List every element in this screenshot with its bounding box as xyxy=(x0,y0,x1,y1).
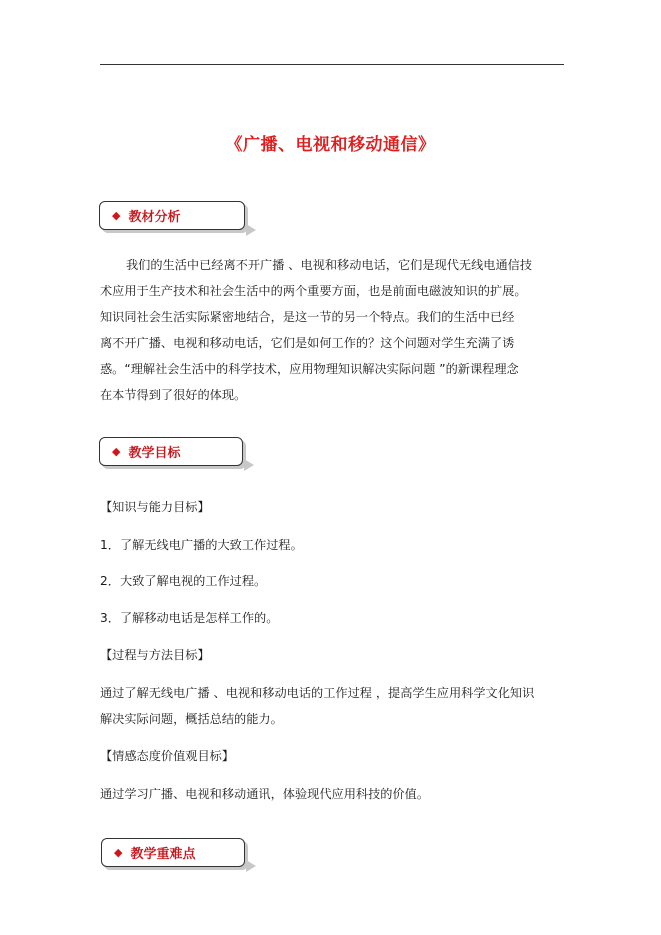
diamond-bullet-icon: ◆ xyxy=(112,445,121,458)
paragraph-line: 我们的生活中已经离不开广播 、电视和移动电话，它们是现代无线电通信技 xyxy=(126,258,533,272)
section-label: 教学目标 xyxy=(128,446,181,461)
section-label: 教材分析 xyxy=(128,210,181,225)
process-line: 解决实际问题，概括总结的能力。 xyxy=(100,712,283,726)
list-item: 3．了解移动电话是怎样工作的。 xyxy=(100,611,279,625)
paragraph-line: 知识同社会生活实际紧密地结合，是这一节的另一个特点。我们的生活中已经 xyxy=(100,310,515,324)
header-rule xyxy=(100,64,564,65)
section-header-analysis xyxy=(99,201,245,230)
paragraph-line: 离不开广播、电视和移动电话，它们是如何工作的？这个问题对学生充满了诱 xyxy=(100,336,515,350)
paragraph-line: 术应用于生产技术和社会生活中的两个重要方面，也是前面电磁波知识的扩展。 xyxy=(100,284,527,298)
section-tail-decoration xyxy=(246,224,256,236)
emotion-text: 通过学习广播、电视和移动通讯，体验现代应用科技的价值。 xyxy=(100,787,430,801)
list-item: 2．大致了解电视的工作过程。 xyxy=(100,574,267,588)
process-heading: 【过程与方法目标】 xyxy=(100,648,210,662)
process-line: 通过了解无线电广播 、电视和移动电话的工作过程 ，提高学生应用科学文化知识 xyxy=(100,686,535,700)
emotion-heading: 【情感态度价值观目标】 xyxy=(100,749,235,763)
section-label: 教学重难点 xyxy=(130,847,196,862)
list-item: 1．了解无线电广播的大致工作过程。 xyxy=(100,538,303,552)
analysis-paragraph xyxy=(100,252,570,408)
diamond-bullet-icon: ◆ xyxy=(112,209,121,222)
section-tail-decoration xyxy=(246,860,256,872)
knowledge-heading: 【知识与能力目标】 xyxy=(100,500,210,514)
document-title: 《广播、电视和移动通信》 xyxy=(225,135,436,155)
diamond-bullet-icon: ◆ xyxy=(114,846,123,859)
section-header-key-points xyxy=(101,838,245,867)
section-tail-decoration xyxy=(244,459,254,471)
paragraph-line: 惑。“理解社会生活中的科学技术，应用物理知识解决实际问题 ”的新课程理念 xyxy=(100,362,519,376)
paragraph-line: 在本节得到了很好的体现。 xyxy=(100,388,247,402)
section-header-objectives xyxy=(99,437,243,466)
